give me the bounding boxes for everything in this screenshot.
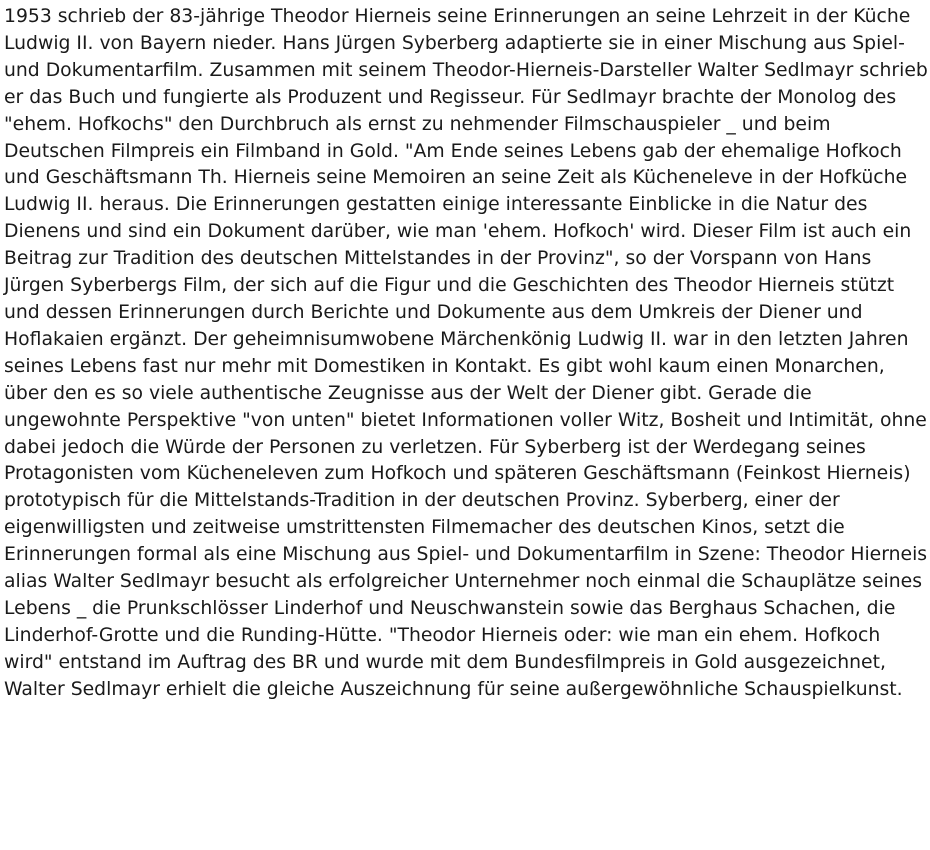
body-paragraph: 1953 schrieb der 83-jährige Theodor Hierneis seine Erinnerungen an seine Lehrzeit in der Küche Ludwig II. von Bayern nieder. Hans Jürgen Syberberg adaptierte sie in einer Mischung aus Spiel- und Dokumentarfilm. Zusammen mit seinem Theodor-Hierneis-Darsteller Walter Sedlmayr schrieb er das Buch und fungierte als Produzent und Regisseur. Für Sedlmayr brachte der Monolog des "ehem. Hofkochs" den Durchbruch als ernst zu nehmender Filmschauspieler _ und beim Deutschen Filmpreis ein Filmband in Gold. "Am Ende seines Lebens gab der ehemalige Hofkoch und Geschäftsmann Th. Hierneis seine Memoiren an seine Zeit als Kücheneleve in der Hofküche Ludwig II. heraus. Die Erinnerungen gestatten einige interessante Einblicke in die Natur des Dienens und sind ein Dokument darüber, wie man 'ehem. Hofkoch' wird. Dieser Film ist auch ein Beitrag zur Tradition des deutschen Mittelstandes in der Provinz", so der Vorspann von Hans Jürgen Syberbergs Film, der sich auf die Figur und die Geschichten des Theodor Hierneis stützt und dessen Erinnerungen durch Berichte und Dokumente aus dem Umkreis der Diener und Hoflakaien ergänzt. Der geheimnisumwobene Märchenkönig Ludwig II. war in den letzten Jahren seines Lebens fast nur mehr mit Domestiken in Kontakt. Es gibt wohl kaum einen Monarchen, über den es so viele authentische Zeugnisse aus der Welt der Diener gibt. Gerade die ungewohnte Perspektive "von unten" bietet Informationen voller Witz, Bosheit und Intimität, ohne dabei jedoch die Würde der Personen zu verletzen. Für Syberberg ist der Werdegang seines Protagonisten vom Kücheneleven zum Hofkoch und späteren Geschäftsmann (Feinkost Hierneis) prototypisch für die Mittelstands-Tradition in der deutschen Provinz. Syberberg, einer der eigenwilligsten und zeitweise umstrittensten Filmemacher des deutschen Kinos, setzt die Erinnerungen formal als eine Mischung aus Spiel- und Dokumentarfilm in Szene: Theodor Hierneis alias Walter Sedlmayr besucht als erfolgreicher Unternehmer noch einmal die Schauplätze seines Lebens _ die Prunkschlösser Linderhof und Neuschwanstein sowie das Berghaus Schachen, die Linderhof-Grotte und die Runding-Hütte. "Theodor Hierneis oder: wie man ein ehem. Hofkoch wird" entstand im Auftrag des BR und wurde mit dem Bundesfilmpreis in Gold ausgezeichnet, Walter Sedlmayr erhielt die gleiche Auszeichnung für seine außergewöhnliche Schauspielkunst.	[4, 6, 928, 700]
